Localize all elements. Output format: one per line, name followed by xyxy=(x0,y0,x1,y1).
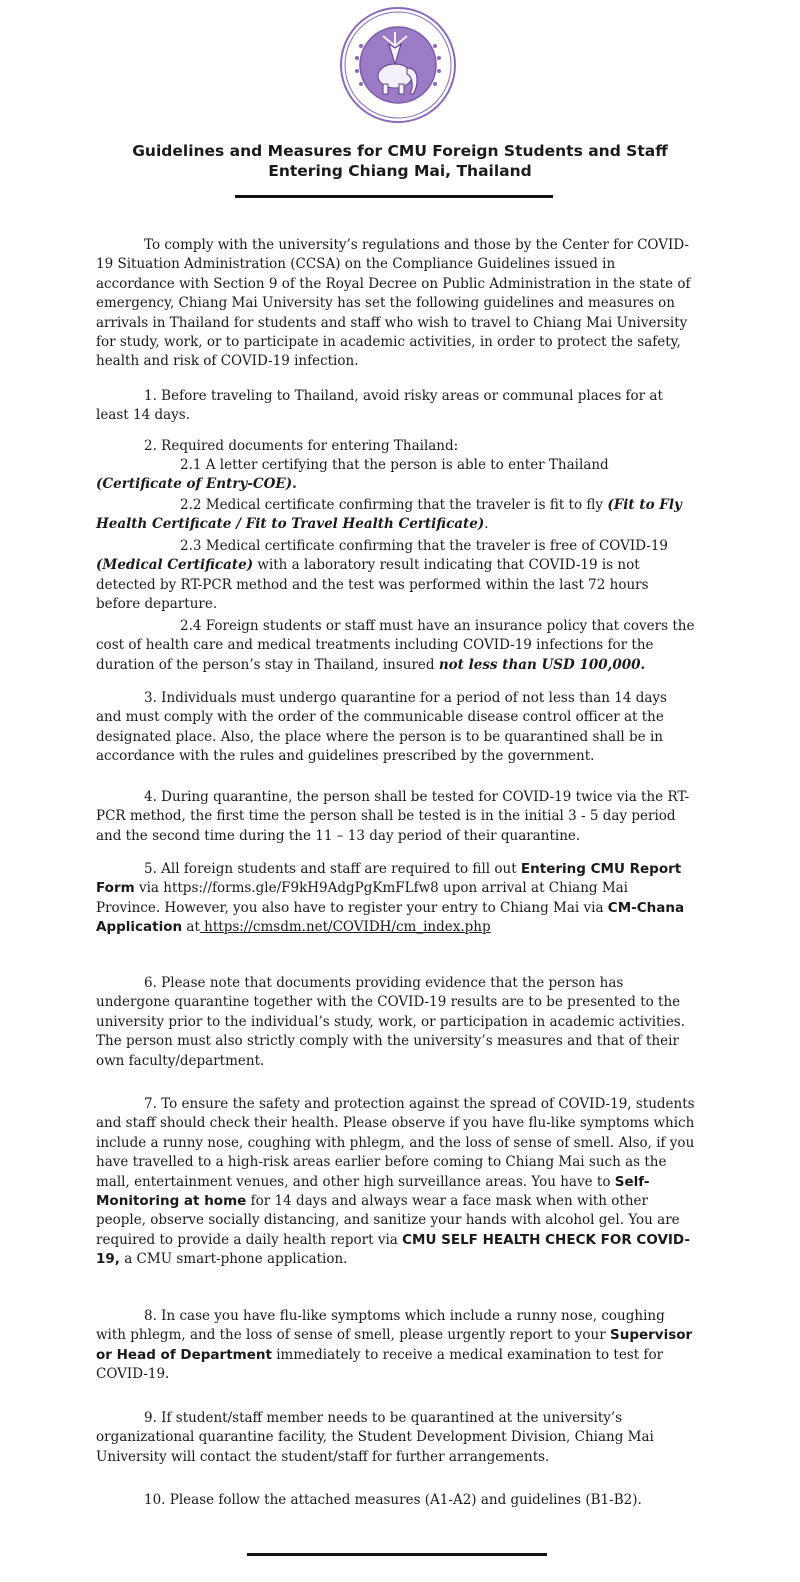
item-4: 4. During quarantine, the person shall be tested for COVID-19 twice via the RT-PCR method, the first time the person shall be tested is in the initial 3 - 5 day period and the second time during the 11 – 13 day period of their quarantine. xyxy=(96,789,690,844)
item-2-2: 2.2 Medical certificate confirming that the traveler is fit to fly (Fit to Fly Health Certificate / Fit to Travel Health Certificate). xyxy=(96,497,682,533)
item-8: 8. In case you have flu-like symptoms which include a runny nose, coughing with phlegm, and the loss of sense of smell, please urgently report to your Supervisor or Head of Department immediately to receive a medical examination to test for COVID-19. xyxy=(96,1308,693,1383)
item-2: 2. Required documents for entering Thailand: xyxy=(144,438,459,454)
cmsdm-link[interactable]: https://cmsdm.net/COVIDH/cm_index.php xyxy=(199,919,491,936)
intro-paragraph: To comply with the university’s regulations and those by the Center for COVID-19 Situation Administration (CCSA) on the Compliance Guidelines issued in accordance with Section 9 of the Royal Decree on Public Administration in the state of emergency, Chiang Mai University has set the following guidelines and measures on arrivals in Thailand for students and staff who wish to travel to Chiang Mai University for study, work, or to participate in academic activities, in order to protect the safety, health and risk of COVID-19 infection. xyxy=(96,237,691,370)
item-1: 1. Before traveling to Thailand, avoid risky areas or communal places for at least 14 days. xyxy=(96,388,663,424)
item-10: 10. Please follow the attached measures (A1-A2) and guidelines (B1-B2). xyxy=(144,1492,642,1508)
document-title-line-1: Guidelines and Measures for CMU Foreign Students and Staff xyxy=(132,142,668,160)
item-2-3: 2.3 Medical certificate confirming that the traveler is free of COVID-19 (Medical Certificate) with a laboratory result indicating that COVID-19 is not detected by RT-PCR method and the test was performed within the last 72 hours before departure. xyxy=(96,538,669,613)
item-5: 5. All foreign students and staff are required to fill out Entering CMU Report Form via https://forms.gle/F9kH9AdgPgKmFLfw8 upon arrival at Chiang Mai Province. However, you also have to register your entry to Chiang Mai via CM-Chana Application at https://cmsdm.net/COVIDH/cm_index.php xyxy=(96,861,685,936)
item-2-4: 2.4 Foreign students or staff must have an insurance policy that covers the cost of health care and medical treatments including COVID-19 infections for the duration of the person’s stay in Thailand, insured not less than USD 100,000. xyxy=(96,618,695,673)
item-9: 9. If student/staff member needs to be quarantined at the university’s organizational quarantine facility, the Student Development Division, Chiang Mai University will contact the student/staff for further arrangements. xyxy=(96,1410,654,1465)
university-seal-icon xyxy=(339,6,457,124)
document-title-line-2: Entering Chiang Mai, Thailand xyxy=(268,162,532,180)
item-7: 7. To ensure the safety and protection against the spread of COVID-19, students and staff should check their health. Please observe if you have flu-like symptoms which include a runny nose, coughing with phlegm, and the loss of sense of smell. Also, if you have travelled to a high-risk areas earlier before coming to Chiang Mai such as the mall, entertainment venues, and other high surveillance areas. You have to Self-Monitoring at home for 14 days and always wear a face mask when with other people, observe socially distancing, and sanitize your hands with alcohol gel. You are required to provide a daily health report via CMU SELF HEALTH CHECK FOR COVID-19, a CMU smart-phone application. xyxy=(96,1096,695,1268)
item-6: 6. Please note that documents providing evidence that the person has undergone quarantine together with the COVID-19 results are to be presented to the university prior to the individual’s study, work, or participation in academic activities. The person must also strictly comply with the university’s measures and that of their own faculty/department. xyxy=(96,975,686,1069)
footer-divider xyxy=(247,1553,547,1556)
item-2-1: 2.1 A letter certifying that the person is able to enter Thailand (Certificate of Entry-COE). xyxy=(96,457,609,493)
item-3: 3. Individuals must undergo quarantine for a period of not less than 14 days and must comply with the order of the communicable disease control officer at the designated place. Also, the place where the person is to be quarantined shall be in accordance with the rules and guidelines prescribed by the government. xyxy=(96,690,667,765)
title-divider xyxy=(235,195,553,198)
